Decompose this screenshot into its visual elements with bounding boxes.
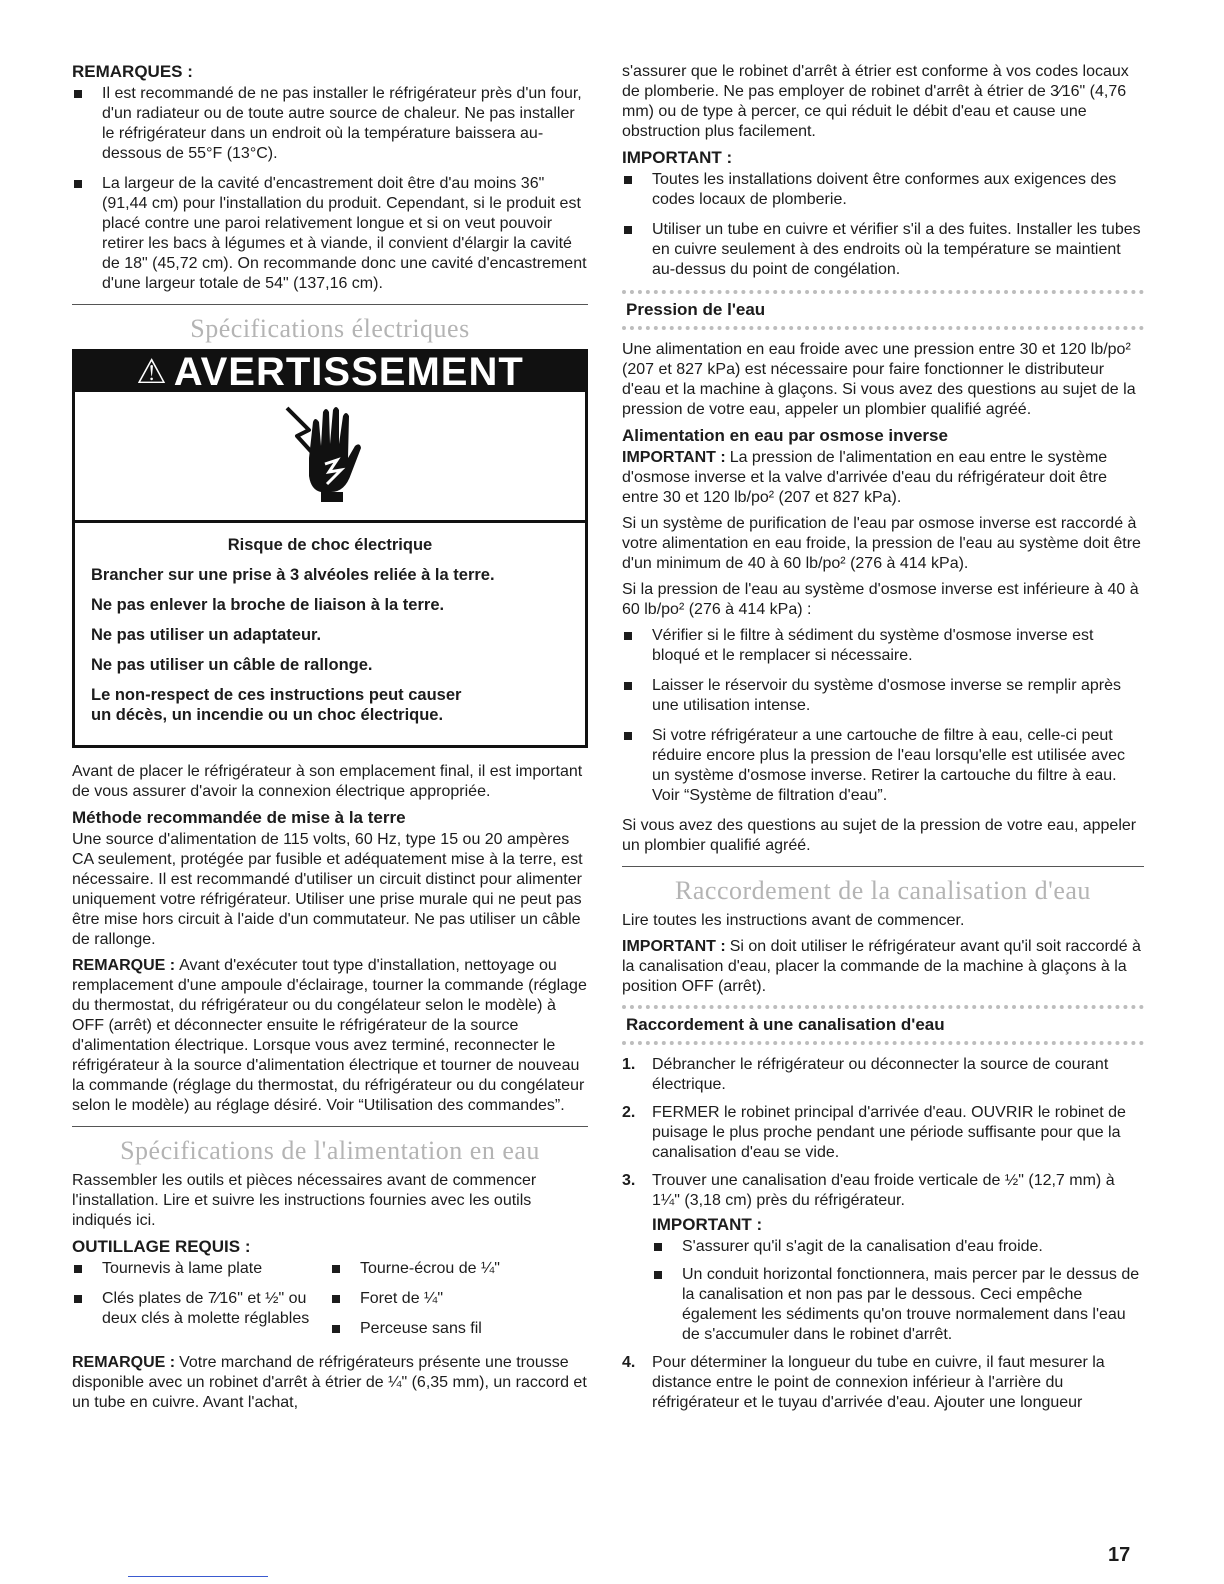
- warning-pictogram: [75, 392, 585, 523]
- water-intro: Rassembler les outils et pièces nécessaires avant de commencer l'installation. Lire et suivre les instructions fournies avec les outils indiqués ici.: [72, 1172, 537, 1229]
- step-item: [622, 1353, 1144, 1413]
- step-item: [622, 1055, 1144, 1095]
- remarque-text: Votre marchand de réfrigérateurs présente une trousse disponible avec un robinet d'arrêt à étrier de ¼" (6,35 mm), un raccord et un tube en cuivre. Avant l'achat,: [72, 1354, 587, 1411]
- left-column: [72, 62, 588, 1419]
- tools-column-1: [72, 1259, 330, 1349]
- steps-list: [622, 1055, 1144, 1413]
- grounding-text: Une source d'alimentation de 115 volts, 60 Hz, type 15 ou 20 ampères CA seulement, protégée par fusible et adéquatement mise à la terre, est nécessaire. Il est recommandé d'utiliser un circuit distinct pour alimenter uniquement votre réfrigérateur. Utiliser une prise murale qui ne peut pas être mise hors circuit à l'aide d'un commutateur. Ne pas utiliser un câble de rallonge.: [72, 831, 583, 948]
- tools-heading: OUTILLAGE REQUIS :: [72, 1237, 251, 1256]
- remarque-label: REMARQUE :: [72, 1354, 176, 1371]
- step-number: 3.: [622, 1172, 636, 1189]
- important-list: [622, 170, 1144, 280]
- list-item: Perceuse sans fil: [330, 1319, 588, 1339]
- important-text: La pression de l'alimentation en eau entre le système d'osmose inverse et la valve d'arrivée d'eau du réfrigérateur doit être entre 30 et 120 lb/po² (207 et 827 kPa).: [622, 449, 1108, 506]
- continued-text: s'assurer que le robinet d'arrêt à étrier est conforme à vos codes locaux de plomberie. Ne pas employer de robinet d'arrêt à étrier de 3⁄16" (4,76 mm) ou de type à percer, ce qui réduit le débit d'eau et cause une obstruction plus facilement.: [622, 63, 1129, 140]
- reverse-osmosis-important: [622, 448, 1144, 508]
- divider: [622, 866, 1144, 867]
- page-number: 17: [1108, 1544, 1131, 1566]
- step-text: Pour déterminer la longueur du tube en cuivre, il faut mesurer la distance entre le point de connexion inférieur à l'arrière du réfrigérateur et le tuyau d'arrivée d'eau. Ajouter une longueur: [652, 1354, 1105, 1411]
- step-item: [622, 1103, 1144, 1163]
- reverse-osmosis-list: [622, 626, 1144, 806]
- section-title-electrical: Spécifications électriques: [190, 314, 470, 343]
- list-item: Laisser le réservoir du système d'osmose inverse se remplir après une utilisation intense.: [622, 676, 1144, 716]
- warning-header: [75, 352, 585, 392]
- warning-box: [72, 349, 588, 748]
- right-column: [622, 62, 1144, 1421]
- list-item: S'assurer qu'il s'agit de la canalisation d'eau froide.: [652, 1237, 1144, 1257]
- remarque-text: Avant d'exécuter tout type d'installation, nettoyage ou remplacement d'une ampoule d'éclairage, tourner la commande (réglage du thermostat, du réfrigérateur ou du congélateur selon le modèle) à OFF (arrêt) et déconnecter ensuite le réfrigérateur de la source d'alimentation électrique. Lorsque vous avez terminé, reconnecter le réfrigérateur à la source d'alimentation électrique et tourner de nouveau la commande (réglage du thermostat, du réfrigérateur ou du congélateur selon le modèle) au réglage désiré. Voir “Utilisation des commandes”.: [72, 957, 587, 1114]
- pressure-text: Une alimentation en eau froide avec une pression entre 30 et 120 lb/po² (207 et 827 kPa) est nécessaire pour faire fonctionner le distributeur d'eau et la machine à glaçons. Si vous avez des questions au sujet de la pression de votre eau, appeler un plombier qualifié agréé.: [622, 341, 1136, 418]
- step-text: FERMER le robinet principal d'arrivée d'eau. OUVRIR le robinet de puisage le plus proche pendant une période suffisante pour que la canalisation d'eau se vide.: [652, 1104, 1126, 1161]
- remarque-note-kit: [72, 1353, 588, 1413]
- list-item: Clés plates de 7⁄16" et ½" ou deux clés à molette réglables: [72, 1289, 330, 1329]
- warning-line: Ne pas utiliser un adaptateur.: [91, 626, 322, 644]
- tools-column-2: [330, 1259, 588, 1349]
- tools-list: [72, 1259, 588, 1353]
- list-item: Il est recommandé de ne pas installer le réfrigérateur près d'un four, d'un radiateur ou de toute autre source de chaleur. Ne pas installer le réfrigérateur dans un endroit où la température baissera au-dessous de 55°F (13°C).: [72, 84, 588, 164]
- grounding-heading: Méthode recommandée de mise à la terre: [72, 808, 406, 827]
- list-item: Utiliser un tube en cuivre et vérifier s'il a des fuites. Installer les tubes en cuivre seulement à des endroits où la température se maintient au-dessus du point de congélation.: [622, 220, 1144, 280]
- remarque-note: [72, 956, 588, 1116]
- divider: [72, 304, 588, 305]
- water-line-intro: Lire toutes les instructions avant de commencer.: [622, 912, 965, 929]
- step-number: 4.: [622, 1354, 636, 1371]
- list-item: Un conduit horizontal fonctionnera, mais percer par le dessus de la canalisation et non pas par le dessous. Ceci empêche également les sédiments qu'on trouve normalement dans l'eau de s'accumuler dans le robinet d'arrêt.: [652, 1265, 1144, 1345]
- water-line-important: [622, 937, 1144, 997]
- important-text: Si on doit utiliser le réfrigérateur avant qu'il soit raccordé à la canalisation d'eau, placer la commande de la machine à glaçons à la position OFF (arrêt).: [622, 938, 1141, 995]
- step-important-list: [652, 1237, 1144, 1345]
- warning-line: Brancher sur une prise à 3 alvéoles reliée à la terre.: [91, 566, 495, 584]
- section-title-water-supply: Spécifications de l'alimentation en eau: [120, 1136, 540, 1165]
- remarques-label: REMARQUES :: [72, 62, 193, 81]
- important-label: IMPORTANT :: [622, 449, 726, 466]
- list-item: Tourne-écrou de ¼": [330, 1259, 588, 1279]
- warning-line: un décès, un incendie ou un choc électrique.: [91, 706, 444, 724]
- warning-text: [75, 523, 585, 745]
- list-item: Foret de ¼": [330, 1289, 588, 1309]
- important-label: IMPORTANT :: [622, 148, 733, 167]
- important-label: IMPORTANT :: [622, 938, 726, 955]
- list-item: Si votre réfrigérateur a une cartouche de filtre à eau, celle-ci peut réduire encore plus la pression de l'eau lorsqu'elle est utilisée avec un système d'osmose inverse. Retirer la cartouche du filtre à eau. Voir “Système de filtration d'eau”.: [622, 726, 1144, 806]
- step-text: Débrancher le réfrigérateur ou déconnecter la source de courant électrique.: [652, 1056, 1109, 1093]
- section-title-water-line: Raccordement de la canalisation d'eau: [675, 876, 1091, 905]
- reverse-osmosis-text: Si vous avez des questions au sujet de la pression de votre eau, appeler un plombier qualifié agréé.: [622, 817, 1137, 854]
- warning-risk-title: Risque de choc électrique: [227, 536, 433, 554]
- step-important-label: IMPORTANT :: [652, 1215, 763, 1234]
- divider: [72, 1126, 588, 1127]
- warning-line: Ne pas utiliser un câble de rallonge.: [91, 656, 373, 674]
- reverse-osmosis-text: Si un système de purification de l'eau par osmose inverse est raccordé à votre alimentation en eau froide, la pression de l'eau au système doit être d'un minimum de 40 à 60 lb/po² (276 à 414 kPa).: [622, 515, 1141, 572]
- remarque-label: REMARQUE :: [72, 957, 176, 974]
- list-item: La largeur de la cavité d'encastrement doit être d'au moins 36" (91,44 cm) pour l'installation du produit. Cependant, si le produit est placé contre une paroi relativement longue et si on veut pouvoir retirer les bacs à légumes et à viande, il convient d'élargir la cavité de 18" (45,72 cm). On recommande donc une cavité d'encastrement d'une largeur totale de 54" (137,16 cm).: [72, 174, 588, 294]
- reverse-osmosis-text: Si la pression de l'eau au système d'osmose inverse est inférieure à 40 à 60 lb/po² (276 à 414 kPa) :: [622, 581, 1139, 618]
- list-item: Toutes les installations doivent être conformes aux exigences des codes locaux de plomberie.: [622, 170, 1144, 210]
- warning-line: Ne pas enlever la broche de liaison à la terre.: [91, 596, 445, 614]
- reverse-osmosis-heading: Alimentation en eau par osmose inverse: [622, 426, 948, 445]
- step-number: 2.: [622, 1104, 636, 1121]
- warning-title: AVERTISSEMENT: [173, 350, 524, 394]
- step-text: Trouver une canalisation d'eau froide verticale de ½" (12,7 mm) à 1¼" (3,18 cm) près du réfrigérateur.: [652, 1172, 1115, 1209]
- list-item: Vérifier si le filtre à sédiment du système d'osmose inverse est bloqué et le remplacer si nécessaire.: [622, 626, 1144, 666]
- warning-line: Le non-respect de ces instructions peut causer: [91, 686, 462, 704]
- warning-triangle-icon: ⚠: [136, 353, 168, 391]
- electric-shock-hand-icon: [275, 400, 385, 508]
- electrical-intro: Avant de placer le réfrigérateur à son emplacement final, il est important de vous assurer d'avoir la connexion électrique appropriée.: [72, 763, 583, 800]
- footer-line: [128, 1576, 268, 1577]
- water-line-subheading: Raccordement à une canalisation d'eau: [622, 1005, 1144, 1045]
- remarques-list: [72, 84, 588, 294]
- step-number: 1.: [622, 1056, 636, 1073]
- pressure-heading: Pression de l'eau: [622, 290, 1144, 330]
- step-item: [622, 1171, 1144, 1345]
- list-item: Tournevis à lame plate: [72, 1259, 330, 1279]
